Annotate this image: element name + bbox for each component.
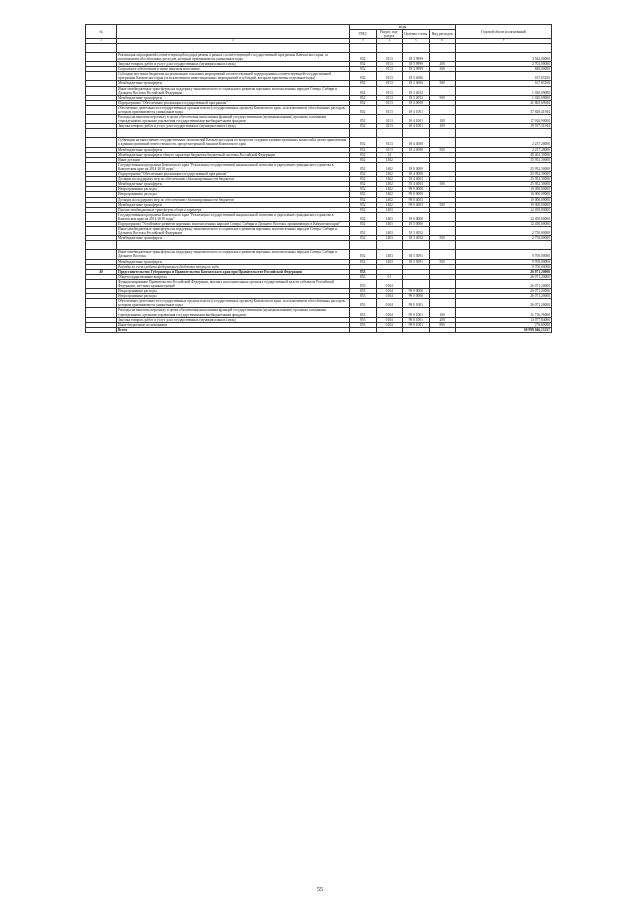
cell-r: 0113	[376, 138, 403, 147]
cell-no	[86, 299, 117, 308]
cell-sum	[456, 43, 552, 52]
cell-v: 300	[429, 67, 456, 72]
cell-v: 500	[429, 95, 456, 100]
cell-name: Прочие межбюджетные трансферты общего характера	[117, 207, 350, 212]
cell-cs: 18 4 4003	[403, 177, 430, 182]
cell-v: 800	[429, 322, 456, 327]
cell-name: Реализация мероприятий соответствующей подпрограммы в рамках соответствующей государственной программы Камчатского края, за исключением обособленных расходов, которым присваиваются уникальные коды	[117, 52, 350, 61]
cell-g: 852	[350, 62, 377, 67]
cell-cs: 18 3 5091	[403, 259, 430, 264]
cell-sum: 25 952,30000	[456, 162, 552, 171]
cell-sum: 2 237,28000	[456, 147, 552, 152]
table-body	[86, 43, 552, 332]
table-row	[86, 86, 552, 95]
cell-r: 1403	[376, 207, 403, 212]
cell-v: 100	[429, 308, 456, 317]
cell-r: 0113	[376, 105, 403, 114]
cell-no: 40	[86, 269, 117, 274]
cell-name: Подпрограмма "Обеспечение реализации государственной программы"	[117, 100, 350, 105]
cell-sum: 1 020,09000	[456, 95, 552, 100]
cell-sum: 2 702,00000	[456, 62, 552, 67]
cell-no	[86, 241, 117, 250]
cell-cs	[403, 241, 430, 250]
cell-no	[86, 86, 117, 95]
cell-g: 852	[350, 100, 377, 105]
cell-cs: 18 4 1001	[403, 115, 430, 124]
cell-sum: 25 952,30000	[456, 177, 552, 182]
idx-cell: 2	[117, 39, 350, 44]
cell-name: Межбюджетные трансферты	[117, 147, 350, 152]
cell-sum: 41 865,69944	[456, 100, 552, 105]
cell-cs: 18 4 4008	[403, 147, 430, 152]
cell-name: Обеспечение деятельности государственных органов власти (государственных органов) Камчатского края, за исключением обособленных расходов, которым присваиваются уникальные коды	[117, 299, 350, 308]
cell-g: 852	[350, 192, 377, 197]
cell-name: Иные дотации	[117, 157, 350, 162]
cell-g: 852	[350, 115, 377, 124]
cell-name: Государственная программа Камчатского края "Реализация государственной национальной политики и укрепление гражданского единства в Камчатском крае на 2014-2018 годы"	[117, 212, 350, 221]
cell-sum: 19 917,51944	[456, 124, 552, 129]
cell-name: Государственная программа Камчатского края "Реализация государственной национальной политики и укрепление гражданского единства в Камчатском крае на 2014-2018 годы"	[117, 162, 350, 171]
cell-sum: 25 952,30000	[456, 172, 552, 177]
cell-no	[86, 72, 117, 81]
cell-r: 0113	[376, 86, 403, 95]
table-row	[86, 241, 552, 250]
cell-no	[86, 129, 117, 138]
cell-r: 01	[376, 274, 403, 279]
cell-r: 0113	[376, 72, 403, 81]
cell-g: 853	[350, 308, 377, 317]
cell-cs: 18 4 1001	[403, 105, 430, 114]
cell-r: 1403	[376, 236, 403, 241]
table-row	[86, 105, 552, 114]
cell-name: Подпрограмма "Устойчивое развитие коренных малочисленных народов Севера, Сибири и Дальнего Востока, проживающих в Камчатском крае"	[117, 221, 350, 226]
cell-cs	[403, 129, 430, 138]
cell-name: Субсидии местным бюджетам на реализацию основных мероприятий соответствующей подпрограммы соответствующей государственной программы Камчатского края (за исключением инвестиционных мероприятий и субсидий, которым присвоены отдельные коды)	[117, 72, 350, 81]
cell-r	[376, 327, 403, 332]
idx-cell: 6	[429, 39, 456, 44]
cell-v	[429, 43, 456, 52]
cell-name: Иные межбюджетные трансферты на поддержку экономического и социального развития коренных малочисленных народов Севера, Сибири и Дальнего Востока	[117, 250, 350, 259]
cell-name: Всего	[117, 327, 350, 332]
cell-v	[429, 299, 456, 308]
cell-r: 0104	[376, 299, 403, 308]
table-row	[86, 43, 552, 52]
cell-r: 0113	[376, 67, 403, 72]
cell-no	[86, 162, 117, 171]
cell-r: 0104	[376, 322, 403, 327]
cell-name: Расходы за счет средств федерального бюджета текущего года	[117, 264, 350, 269]
cell-sum: 37 828,41944	[456, 105, 552, 114]
cell-v	[429, 250, 456, 259]
cell-cs: 18 3 4006	[403, 72, 430, 81]
table-row	[86, 308, 552, 317]
cell-g: 852	[350, 52, 377, 61]
cell-r: 1403	[376, 259, 403, 264]
cell-g: 852	[350, 172, 377, 177]
cell-sum: 26 071,20000	[456, 299, 552, 308]
table-row	[86, 52, 552, 61]
cell-v	[429, 227, 456, 236]
cell-g: 852	[350, 182, 377, 187]
cell-g	[350, 327, 377, 332]
cell-sum: 26 071,20000	[456, 294, 552, 299]
cell-r: 1402	[376, 162, 403, 171]
cell-sum: 9 700,00000	[456, 250, 552, 259]
cell-sum: 26 071,20000	[456, 274, 552, 279]
cell-name: Межбюджетные трансферты	[117, 259, 350, 264]
cell-sum: 35 952,30000	[456, 157, 552, 162]
cell-no	[86, 115, 117, 124]
cell-cs: 18 0 0000	[403, 212, 430, 221]
cell-cs: 18 3 4052	[403, 86, 430, 95]
cell-name: Межбюджетные трансферты	[117, 182, 350, 187]
cell-g: 853	[350, 294, 377, 299]
cell-sum: 26 071,20000	[456, 279, 552, 288]
cell-name: Непрограммные расходы	[117, 294, 350, 299]
table-row	[86, 299, 552, 308]
cell-sum: 167,83100	[456, 81, 552, 86]
col-sum: Годовой объем ассигнований	[456, 25, 552, 39]
cell-sum: 3 542,00000	[456, 52, 552, 61]
cell-v: 500	[429, 81, 456, 86]
cell-name: Социальное обеспечение и иные выплаты населению	[117, 67, 350, 72]
cell-cs: 18 4 4008	[403, 138, 430, 147]
cell-v	[429, 212, 456, 221]
cell-g: 852	[350, 197, 377, 202]
cell-v	[429, 129, 456, 138]
cell-g: 852	[350, 86, 377, 95]
cell-g	[350, 43, 377, 52]
cell-g: 852	[350, 212, 377, 221]
cell-g: 852	[350, 157, 377, 162]
cell-cs: 99 0 4003	[403, 197, 430, 202]
cell-sum: 1 020,09000	[456, 86, 552, 95]
cell-sum: 17 910,90000	[456, 115, 552, 124]
cell-r: 0113	[376, 62, 403, 67]
cell-r: 0113	[376, 124, 403, 129]
cell-v	[429, 72, 456, 81]
cell-name: Обеспечение деятельности государственных органов власти (государственных органов) Камчатского края, за исключением обособленных расходов, которым присваиваются уникальные коды	[117, 105, 350, 114]
cell-r: 1403	[376, 221, 403, 226]
cell-g: 852	[350, 202, 377, 207]
cell-r: 0104	[376, 317, 403, 322]
cell-sum: 14 077,84000	[456, 317, 552, 322]
cell-v	[429, 241, 456, 250]
cell-sum: 12 450,00000	[456, 221, 552, 226]
cell-cs: 99 0 4003	[403, 202, 430, 207]
cell-no	[86, 227, 117, 236]
cell-no	[86, 250, 117, 259]
cell-name: Подпрограмма "Обеспечение реализации государственной программы"	[117, 172, 350, 177]
cell-cs: 99 0 0000	[403, 187, 430, 192]
cell-name: Иные межбюджетные трансферты на поддержку экономического и социального развития коренных малочисленных народов Севера, Сибири и Дальнего Востока Российской Федерации	[117, 227, 350, 236]
cell-cs: 18 4 0000	[403, 172, 430, 177]
cell-cs: 18 4 1001	[403, 124, 430, 129]
cell-sum: 10 000,00000	[456, 202, 552, 207]
cell-r: 0113	[376, 81, 403, 86]
cell-g: 852	[350, 72, 377, 81]
cell-g	[350, 241, 377, 250]
col-razdel: Раздел, под-раздел	[376, 30, 403, 39]
page-number: 55	[317, 887, 323, 893]
cell-name: Непрограммные расходы	[117, 192, 350, 197]
cell-sum: 10 000,00000	[456, 187, 552, 192]
cell-r: 0104	[376, 289, 403, 294]
cell-name: Дотации на поддержку мер по обеспечению сбалансированности бюджетов	[117, 177, 350, 182]
cell-g: 852	[350, 67, 377, 72]
cell-r: 0104	[376, 308, 403, 317]
cell-cs: 99 0 0000	[403, 192, 430, 197]
budget-table	[85, 24, 552, 333]
cell-g: 853	[350, 322, 377, 327]
cell-g: 852	[350, 187, 377, 192]
cell-cs	[403, 279, 430, 288]
cell-no	[86, 105, 117, 114]
cell-g: 853	[350, 317, 377, 322]
cell-cs: 18 3 4052	[403, 95, 430, 100]
budget-sheet	[85, 24, 552, 333]
table-row	[86, 115, 552, 124]
cell-sum: 12 450,00000	[456, 212, 552, 221]
table-row	[86, 72, 552, 81]
cell-name	[117, 129, 350, 138]
cell-sum: 26 071,20000	[456, 289, 552, 294]
cell-v: 200	[429, 62, 456, 67]
cell-cs: 18 3 4052	[403, 236, 430, 241]
cell-g: 852	[350, 227, 377, 236]
cell-cs: 99 0 1001	[403, 308, 430, 317]
col-grbs: ГРБС	[350, 30, 377, 39]
cell-r	[376, 129, 403, 138]
cell-sum: 9 700,00000	[456, 259, 552, 264]
table-row	[86, 327, 552, 332]
cell-v: 500	[429, 259, 456, 264]
cell-cs: 18 3 5091	[403, 250, 430, 259]
cell-name: Непрограммные расходы	[117, 289, 350, 294]
cell-no	[86, 327, 117, 332]
cell-g: 853	[350, 299, 377, 308]
cell-r: 1402	[376, 157, 403, 162]
cell-g: 853	[350, 274, 377, 279]
cell-v	[429, 279, 456, 288]
cell-sum	[456, 129, 552, 138]
cell-cs: 99 0 1001	[403, 299, 430, 308]
cell-g: 853	[350, 269, 377, 274]
cell-sum: 276,60000	[456, 322, 552, 327]
cell-name: Иные бюджетные ассигнования	[117, 322, 350, 327]
cell-name: Межбюджетные трансферты	[117, 236, 350, 241]
cell-r: 0113	[376, 147, 403, 152]
idx-cell: 3	[350, 39, 377, 44]
idx-cell: 5	[403, 39, 430, 44]
cell-cs: 18 3 9999	[403, 67, 430, 72]
cell-g: 852	[350, 221, 377, 226]
cell-g: 852	[350, 95, 377, 100]
cell-g: 852	[350, 162, 377, 171]
cell-sum: 2 750,00000	[456, 236, 552, 241]
cell-g: 852	[350, 105, 377, 114]
cell-name: Субвенции на выполнение государственных полномочий Камчатского края по вопросам создания административных комиссий в целях привлечения к административной ответственности, предусмотренной законом Камчатского края	[117, 138, 350, 147]
cell-no	[86, 212, 117, 221]
cell-name: Расходы на выплаты персоналу в целях обеспечения выполнения функций государственными (муниципальными) органами, казенными учреждениями, органами управления государственными внебюджетными фондами	[117, 308, 350, 317]
col-name	[117, 25, 350, 39]
cell-r: 0113	[376, 115, 403, 124]
table-row	[86, 279, 552, 288]
cell-cs: 18 4 4003	[403, 182, 430, 187]
cell-v: 500	[429, 182, 456, 187]
cell-r: 1403	[376, 227, 403, 236]
cell-name: Межбюджетные трансферты общего характера бюджетам бюджетной системы Российской Федерации	[117, 152, 350, 157]
table-row	[86, 227, 552, 236]
cell-r: 1402	[376, 187, 403, 192]
col-target: Целевая статья	[403, 30, 430, 39]
cell-cs: 99 0 1001	[403, 317, 430, 322]
cell-name: Расходы на выплаты персоналу в целях обеспечения выполнения функций государственными (муниципальными) органами, казенными учреждениями, органами управления государственными внебюджетными фондами	[117, 115, 350, 124]
cell-name: Функционирование Правительства Российской Федерации, высших исполнительных органов государственной власти субъектов Российской Федерации, местных администраций	[117, 279, 350, 288]
cell-r: 1403	[376, 212, 403, 221]
cell-name	[117, 43, 350, 52]
cell-cs: 18 3 4052	[403, 227, 430, 236]
cell-r: 1402	[376, 192, 403, 197]
table-row	[86, 250, 552, 259]
cell-g: 852	[350, 147, 377, 152]
cell-cs: 99 0 0000	[403, 294, 430, 299]
cell-cs: 18 3 0000	[403, 221, 430, 226]
cell-no	[86, 52, 117, 61]
cell-name: Представительство Губернатора и Правительства Камчатского края при Правительстве Российской Федерации	[117, 269, 350, 274]
cell-v	[429, 327, 456, 332]
cell-g: 852	[350, 177, 377, 182]
cell-sum: 11 716,76000	[456, 308, 552, 317]
idx-cell: 7	[456, 39, 552, 44]
cell-r	[376, 241, 403, 250]
cell-g: 852	[350, 207, 377, 212]
cell-g: 853	[350, 289, 377, 294]
cell-g: 852	[350, 152, 377, 157]
cell-name: Непрограммные расходы	[117, 187, 350, 192]
cell-r	[376, 43, 403, 52]
cell-v: 100	[429, 115, 456, 124]
cell-name: Закупка товаров, работ и услуг для государственных (муниципальных) нужд	[117, 317, 350, 322]
cell-r: 1402	[376, 182, 403, 187]
cell-sum: 9 700,00000	[456, 264, 552, 269]
cell-no	[86, 279, 117, 288]
cell-name: Закупка товаров, работ и услуг для государственных (муниципальных) нужд	[117, 62, 350, 67]
cell-cs: 99 0 0000	[403, 289, 430, 294]
table-row	[86, 162, 552, 171]
cell-cs: 18 3 9999	[403, 62, 430, 67]
cell-sum: 840,00000	[456, 67, 552, 72]
cell-name: Закупка товаров, работ и услуг для государственных (муниципальных) нужд	[117, 124, 350, 129]
cell-g: 852	[350, 138, 377, 147]
cell-no	[86, 43, 117, 52]
cell-name	[117, 241, 350, 250]
table-row	[86, 138, 552, 147]
cell-cs	[403, 327, 430, 332]
cell-cs: 18 0 0000	[403, 162, 430, 171]
cell-cs: 99 0 1001	[403, 322, 430, 327]
cell-cs: 18 4 0000	[403, 100, 430, 105]
cell-r: 1402	[376, 172, 403, 177]
table-row	[86, 129, 552, 138]
cell-cs: 18 3 9999	[403, 52, 430, 61]
cell-g	[350, 129, 377, 138]
cell-g: 852	[350, 81, 377, 86]
idx-cell: 4	[376, 39, 403, 44]
cell-sum: 60 998 046,13237	[456, 327, 552, 332]
cell-sum: 167,83100	[456, 72, 552, 81]
cell-sum: 26 071,20000	[456, 269, 552, 274]
cell-name: Дотации на поддержку мер по обеспечению сбалансированности бюджетов	[117, 197, 350, 202]
cell-v: 500	[429, 202, 456, 207]
cell-r: 14	[376, 152, 403, 157]
cell-sum: 48 402,30000	[456, 152, 552, 157]
table-row	[86, 212, 552, 221]
cell-cs	[403, 43, 430, 52]
col-codes: коды	[350, 25, 456, 30]
cell-r: 1402	[376, 177, 403, 182]
cell-sum: 2 750,00000	[456, 227, 552, 236]
cell-v	[429, 52, 456, 61]
cell-r: 1402	[376, 202, 403, 207]
cell-sum: 10 000,00000	[456, 192, 552, 197]
cell-sum: 10 000,00000	[456, 197, 552, 202]
cell-name: Межбюджетные трансферты	[117, 95, 350, 100]
idx-cell: 1	[86, 39, 117, 44]
cell-v	[429, 105, 456, 114]
cell-name: Общегосударственные вопросы	[117, 274, 350, 279]
cell-name: Межбюджетные трансферты	[117, 81, 350, 86]
cell-name: Иные межбюджетные трансферты на поддержку экономического и социального развития коренных малочисленных народов Севера, Сибири и Дальнего Востока Российской Федерации	[117, 86, 350, 95]
cell-v	[429, 162, 456, 171]
cell-sum	[456, 241, 552, 250]
cell-sum: 12 450,00000	[456, 207, 552, 212]
cell-sum: 25 952,30000	[456, 182, 552, 187]
cell-r: 0104	[376, 279, 403, 288]
cell-g: 852	[350, 124, 377, 129]
cell-cs: 18 3 4006	[403, 81, 430, 86]
cell-g: 853	[350, 279, 377, 288]
cell-r: 0104	[376, 294, 403, 299]
cell-name: Межбюджетные трансферты	[117, 202, 350, 207]
col-type: Вид расходов	[429, 30, 456, 39]
cell-v	[429, 86, 456, 95]
cell-v: 500	[429, 236, 456, 241]
cell-g: 852	[350, 250, 377, 259]
cell-g: 852	[350, 259, 377, 264]
cell-r: 1403	[376, 250, 403, 259]
cell-no	[86, 308, 117, 317]
cell-g: 852	[350, 236, 377, 241]
col-number: №	[86, 25, 117, 39]
cell-r: 0113	[376, 52, 403, 61]
cell-sum: 2 237,28000	[456, 138, 552, 147]
cell-r: 0113	[376, 100, 403, 105]
cell-v: 200	[429, 124, 456, 129]
cell-v: 500	[429, 147, 456, 152]
cell-v	[429, 138, 456, 147]
cell-v: 200	[429, 317, 456, 322]
cell-no	[86, 138, 117, 147]
cell-r: 1402	[376, 197, 403, 202]
cell-r: 0113	[376, 95, 403, 100]
